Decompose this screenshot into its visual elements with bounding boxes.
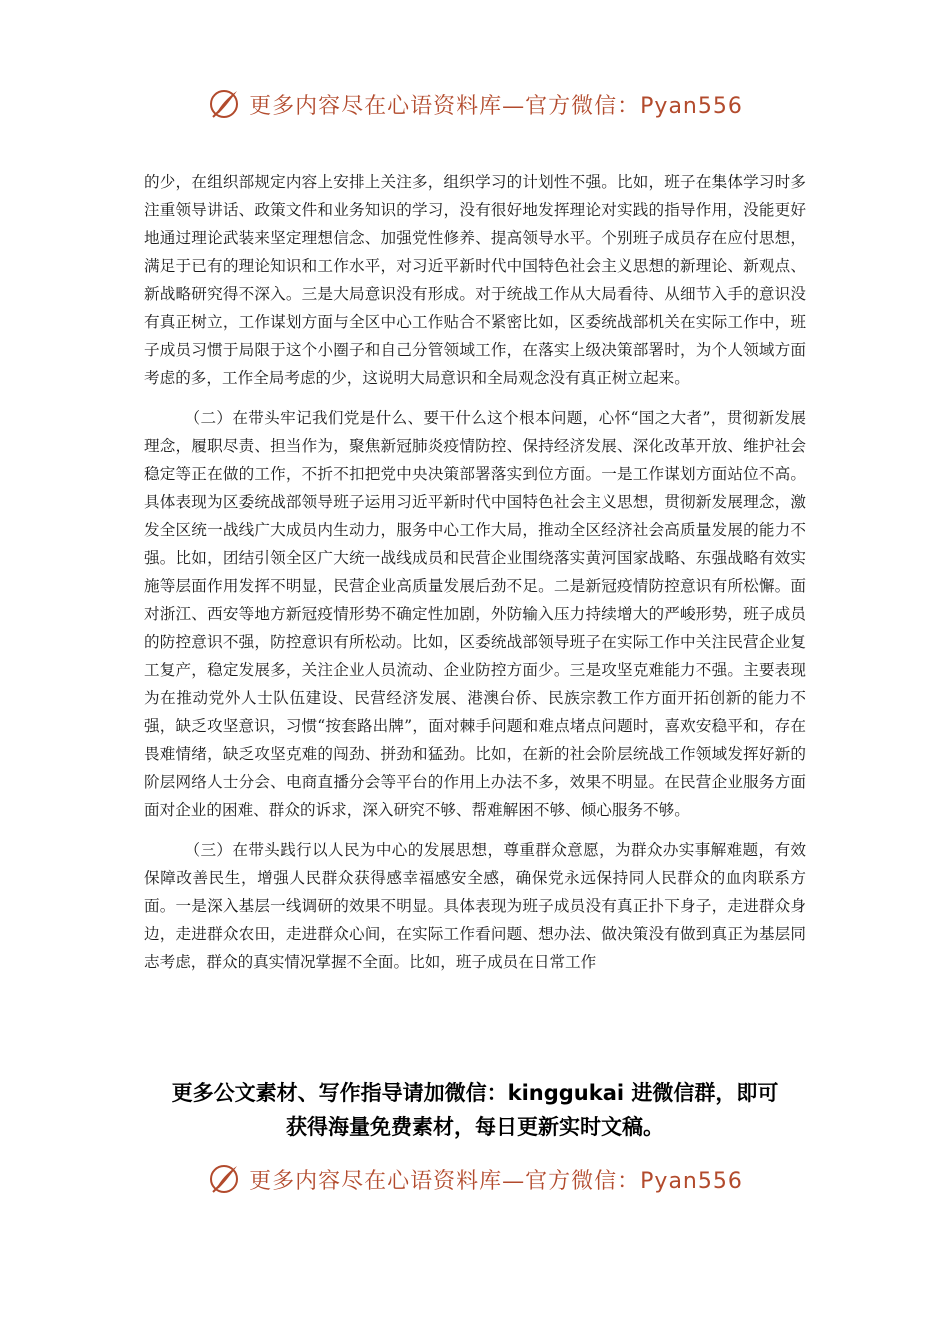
promo-line-1: 更多公文素材、写作指导请加微信：kinggukai 进微信群，即可: [171, 1081, 779, 1105]
paragraph-section-two: （二）在带头牢记我们党是什么、要干什么这个根本问题，心怀“国之大者”，贯彻新发展理念，履职尽责、担当作为，聚焦新冠肺炎疫情防控、保持经济发展、深化改革开放、维护社会稳定等正在做的工作，不折不扣把党中央决策部署落实到位方面。一是工作谋划方面站位不高。具体表现为区委统战部领导班子运用习近平新时代中国特色社会主义思想，贯彻新发展理念，激发全区统一战线广大成员内生动力，服务中心工作大局，推动全区经济社会高质量发展的能力不强。比如，团结引领全区广大统一战线成员和民营企业围绕落实黄河国家战略、东强战略有效实施等层面作用发挥不明显，民营企业高质量发展后劲不足。二是新冠疫情防控意识有所松懈。面对浙江、西安等地方新冠疫情形势不确定性加剧，外防输入压力持续增大的严峻形势，班子成员的防控意识不强，防控意识有所松动。比如，区委统战部领导班子在实际工作中关注民营企业复工复产，稳定发展多，关注企业人员流动、企业防控方面少。三是攻坚克难能力不强。主要表现为在推动党外人士队伍建设、民营经济发展、港澳台侨、民族宗教工作方面开拓创新的能力不强，缺乏攻坚意识，习惯“按套路出牌”，面对棘手问题和难点堵点问题时，喜欢安稳平和，存在畏难情绪，缺乏攻坚克难的闯劲、拼劲和猛劲。比如，在新的社会阶层统战工作领域发挥好新的阶层网络人士分会、电商直播分会等平台的作用上办法不多，效果不明显。在民营企业服务方面面对企业的困难、群众的诉求，深入研究不够、帮难解困不够、倾心服务不够。: [144, 409, 806, 819]
document-body: [144, 168, 806, 976]
quill-logo-icon: [207, 1162, 241, 1196]
header-watermark-text: 更多内容尽在心语资料库—官方微信：Pyan556: [249, 93, 743, 119]
paragraph-continuation: 的少，在组织部规定内容上安排上关注多，组织学习的计划性不强。比如，班子在集体学习时多注重领导讲话、政策文件和业务知识的学习，没有很好地发挥理论对实践的指导作用，没能更好地通过理论武装来坚定理想信念、加强党性修养、提高领导水平。个别班子成员存在应付思想，满足于已有的理论知识和工作水平，对习近平新时代中国特色社会主义思想的新理论、新观点、新战略研究得不深入。三是大局意识没有形成。对于统战工作从大局看待、从细节入手的意识没有真正树立，工作谋划方面与全区中心工作贴合不紧密比如，区委统战部机关在实际工作中，班子成员习惯于局限于这个小圈子和自己分管领域工作，在落实上级决策部署时，为个人领域方面考虑的多，工作全局考虑的少，这说明大局意识和全局观念没有真正树立起来。: [144, 173, 806, 387]
promo-notice: [100, 1076, 850, 1144]
quill-logo-icon: [207, 87, 241, 121]
footer-watermark: [0, 1157, 950, 1201]
paragraph-section-three: （三）在带头践行以人民为中心的发展思想，尊重群众意愿，为群众办实事解难题，有效保障改善民生，增强人民群众获得感幸福感安全感，确保党永远保持同人民群众的血肉联系方面。一是深入基层一线调研的效果不明显。具体表现为班子成员没有真正扑下身子，走进群众身边，走进群众农田，走进群众心间，在实际工作看问题、想办法、做决策没有做到真正为基层同志考虑，群众的真实情况掌握不全面。比如，班子成员在日常工作: [144, 841, 806, 971]
footer-watermark-text: 更多内容尽在心语资料库—官方微信：Pyan556: [249, 1168, 743, 1194]
header-watermark: [0, 82, 950, 126]
promo-line-2: 获得海量免费素材，每日更新实时文稿。: [286, 1115, 664, 1139]
